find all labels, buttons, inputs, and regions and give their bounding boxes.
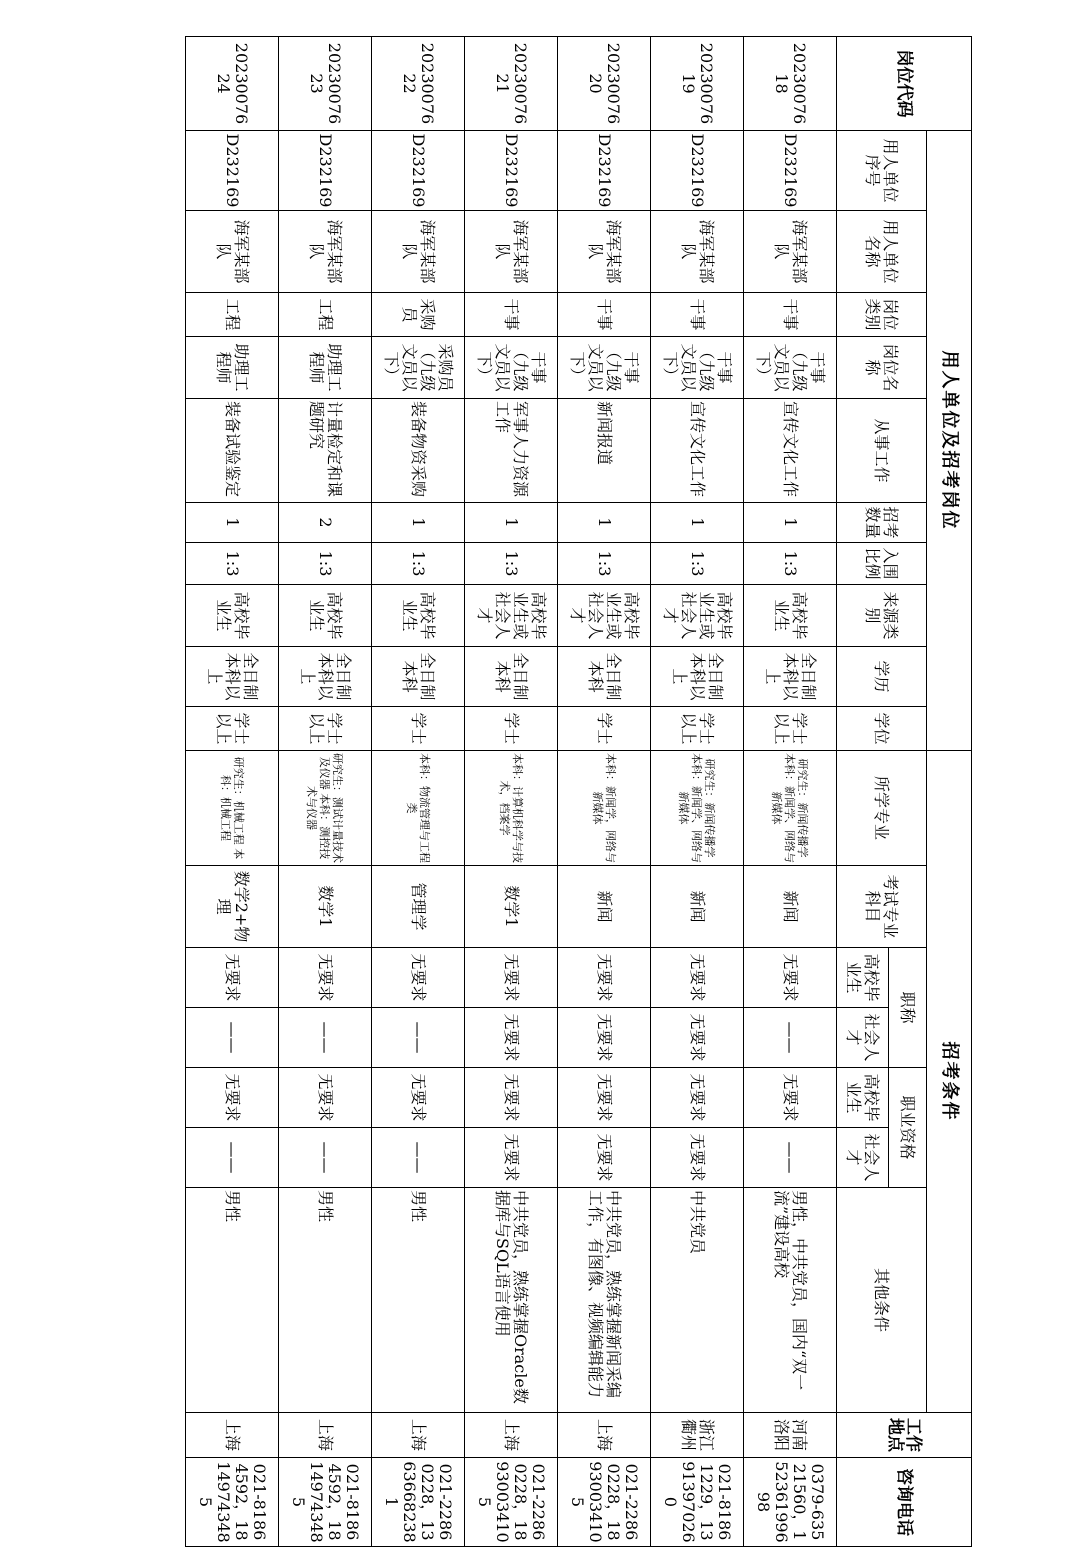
cell-job-type: 干事 xyxy=(651,293,744,337)
cell-place: 上海 xyxy=(372,1413,465,1458)
cell-title-social: 无要求 xyxy=(465,1008,558,1068)
header-place: 工作地点 xyxy=(837,1413,972,1458)
title-conditions: 招考条件 xyxy=(927,751,972,1413)
cell-qual-grad: 无要求 xyxy=(186,1068,279,1128)
cell-job-type: 干事 xyxy=(744,293,837,337)
cell-unit-no: D232169 xyxy=(651,131,744,211)
cell-unit-no: D232169 xyxy=(744,131,837,211)
cell-major: 本科：新闻学，网络与新媒体 xyxy=(558,751,651,866)
cell-major: 研究生：新闻传播学 本科：新闻学、网络与新媒体 xyxy=(744,751,837,866)
cell-qual-social: 无要求 xyxy=(558,1128,651,1188)
header-qual-group: 职业资格 xyxy=(889,1068,927,1188)
cell-degree: 学士 xyxy=(465,707,558,751)
cell-edu: 全日制本科 xyxy=(465,647,558,707)
cell-title-grad: 无要求 xyxy=(744,948,837,1008)
cell-title-social: —— xyxy=(279,1008,372,1068)
cell-count: 1 xyxy=(186,503,279,543)
cell-qual-grad: 无要求 xyxy=(558,1068,651,1128)
cell-unit-name: 海军某部队 xyxy=(279,211,372,293)
cell-degree: 学士以上 xyxy=(744,707,837,751)
cell-work: 装备物资采购 xyxy=(372,399,465,503)
header-job-type: 岗位类别 xyxy=(837,293,927,337)
cell-other: 男性 xyxy=(186,1188,279,1413)
header-edu: 学历 xyxy=(837,647,927,707)
cell-other: 男性 xyxy=(279,1188,372,1413)
cell-count: 1 xyxy=(372,503,465,543)
cell-source: 高校毕业生或社会人才 xyxy=(558,585,651,647)
cell-ratio: 1:3 xyxy=(279,543,372,585)
cell-phone: 0379-63521560，15236199698 xyxy=(744,1458,837,1547)
cell-unit-name: 海军某部队 xyxy=(744,211,837,293)
cell-degree: 学士 xyxy=(558,707,651,751)
cell-source: 高校毕业生 xyxy=(186,585,279,647)
cell-qual-grad: 无要求 xyxy=(465,1068,558,1128)
header-qual-social: 社会人才 xyxy=(837,1128,889,1188)
cell-other: 男性 xyxy=(372,1188,465,1413)
cell-source: 高校毕业生 xyxy=(372,585,465,647)
cell-work: 计量检定和课题研究 xyxy=(279,399,372,503)
cell-unit-name: 海军某部队 xyxy=(186,211,279,293)
cell-exam: 数学1 xyxy=(465,866,558,948)
cell-code: 2023007621 xyxy=(465,37,558,131)
header-count: 招考数量 xyxy=(837,503,927,543)
cell-unit-no: D232169 xyxy=(558,131,651,211)
cell-unit-name: 海军某部队 xyxy=(558,211,651,293)
header-source: 来源类别 xyxy=(837,585,927,647)
cell-phone: 021-22860228，18930034105 xyxy=(558,1458,651,1547)
cell-unit-no: D232169 xyxy=(372,131,465,211)
cell-job-name: 干事（九级文员以下） xyxy=(558,337,651,399)
cell-ratio: 1:3 xyxy=(372,543,465,585)
header-unit-name: 用人单位名称 xyxy=(837,211,927,293)
table-row xyxy=(279,37,372,1547)
cell-major: 研究生：新闻传播学 本科：新闻学、网络与新媒体 xyxy=(651,751,744,866)
cell-edu: 全日制本科以上 xyxy=(279,647,372,707)
cell-major: 本科：物流管理与工程类 xyxy=(372,751,465,866)
cell-title-social: 无要求 xyxy=(651,1008,744,1068)
cell-unit-no: D232169 xyxy=(465,131,558,211)
cell-exam: 数学2+物理 xyxy=(186,866,279,948)
cell-title-grad: 无要求 xyxy=(372,948,465,1008)
cell-other: 男性，中共党员，国内“双一流”建设高校 xyxy=(744,1188,837,1413)
cell-major: 研究生：测试计量技术及仪器 本科：测控技术与仪器 xyxy=(279,751,372,866)
cell-code: 2023007623 xyxy=(279,37,372,131)
cell-ratio: 1:3 xyxy=(651,543,744,585)
cell-code: 2023007619 xyxy=(651,37,744,131)
cell-place: 上海 xyxy=(279,1413,372,1458)
header-exam: 考试专业科目 xyxy=(837,866,927,948)
cell-ratio: 1:3 xyxy=(744,543,837,585)
recruitment-table xyxy=(185,36,972,1547)
cell-title-grad: 无要求 xyxy=(279,948,372,1008)
cell-qual-social: 无要求 xyxy=(651,1128,744,1188)
cell-edu: 全日制本科 xyxy=(372,647,465,707)
cell-title-social: —— xyxy=(186,1008,279,1068)
cell-qual-social: —— xyxy=(372,1128,465,1188)
cell-job-name: 助理工程师 xyxy=(279,337,372,399)
cell-code: 2023007620 xyxy=(558,37,651,131)
cell-title-social: 无要求 xyxy=(558,1008,651,1068)
cell-title-social: —— xyxy=(372,1008,465,1068)
header-major: 所学专业 xyxy=(837,751,927,866)
cell-unit-no: D232169 xyxy=(186,131,279,211)
cell-unit-name: 海军某部队 xyxy=(372,211,465,293)
cell-source: 高校毕业生 xyxy=(279,585,372,647)
cell-unit-name: 海军某部队 xyxy=(465,211,558,293)
cell-place: 河南洛阳 xyxy=(744,1413,837,1458)
cell-degree: 学士以上 xyxy=(279,707,372,751)
cell-work: 宣传文化工作 xyxy=(651,399,744,503)
table-row xyxy=(465,37,558,1547)
cell-source: 高校毕业生或社会人才 xyxy=(465,585,558,647)
cell-title-grad: 无要求 xyxy=(186,948,279,1008)
cell-qual-grad: 无要求 xyxy=(651,1068,744,1128)
cell-other: 中共党员，熟练掌握Oracle数据库与SQL语言使用 xyxy=(465,1188,558,1413)
cell-job-name: 干事（九级文员以下） xyxy=(651,337,744,399)
cell-qual-grad: 无要求 xyxy=(744,1068,837,1128)
cell-phone: 021-81861229，13913970260 xyxy=(651,1458,744,1547)
cell-ratio: 1:3 xyxy=(465,543,558,585)
cell-unit-no: D232169 xyxy=(279,131,372,211)
cell-place: 上海 xyxy=(558,1413,651,1458)
cell-other: 中共党员 xyxy=(651,1188,744,1413)
cell-exam: 管理学 xyxy=(372,866,465,948)
header-qual-grad: 高校毕业生 xyxy=(837,1068,889,1128)
header-unit-no: 用人单位序号 xyxy=(837,131,927,211)
cell-code: 2023007618 xyxy=(744,37,837,131)
cell-job-type: 采购员 xyxy=(372,293,465,337)
cell-degree: 学士以上 xyxy=(186,707,279,751)
cell-qual-social: 无要求 xyxy=(465,1128,558,1188)
cell-qual-social: —— xyxy=(279,1128,372,1188)
cell-job-type: 干事 xyxy=(465,293,558,337)
cell-count: 1 xyxy=(558,503,651,543)
cell-degree: 学士以上 xyxy=(651,707,744,751)
cell-job-name: 干事（九级文员以下） xyxy=(465,337,558,399)
cell-job-name: 干事（九级文员以下） xyxy=(744,337,837,399)
cell-source: 高校毕业生或社会人才 xyxy=(651,585,744,647)
cell-degree: 学士 xyxy=(372,707,465,751)
cell-phone: 021-22860228，13636682381 xyxy=(372,1458,465,1547)
table-row xyxy=(651,37,744,1547)
header-code: 岗位代码 xyxy=(837,37,972,131)
cell-job-type: 工程 xyxy=(186,293,279,337)
cell-job-name: 助理工程师 xyxy=(186,337,279,399)
cell-phone: 021-81864592，18149743485 xyxy=(186,1458,279,1547)
cell-qual-social: —— xyxy=(186,1128,279,1188)
cell-edu: 全日制本科以上 xyxy=(186,647,279,707)
cell-exam: 新闻 xyxy=(744,866,837,948)
table-row xyxy=(372,37,465,1547)
cell-place: 浙江衢州 xyxy=(651,1413,744,1458)
cell-title-social: —— xyxy=(744,1008,837,1068)
cell-work: 宣传文化工作 xyxy=(744,399,837,503)
table-row xyxy=(186,37,279,1547)
cell-work: 军事人力资源工作 xyxy=(465,399,558,503)
table-row xyxy=(558,37,651,1547)
cell-title-grad: 无要求 xyxy=(465,948,558,1008)
cell-major: 本科：计算机科学与技术，档案学 xyxy=(465,751,558,866)
cell-title-grad: 无要求 xyxy=(651,948,744,1008)
cell-code: 2023007624 xyxy=(186,37,279,131)
cell-job-type: 工程 xyxy=(279,293,372,337)
cell-job-type: 干事 xyxy=(558,293,651,337)
cell-qual-grad: 无要求 xyxy=(279,1068,372,1128)
cell-exam: 新闻 xyxy=(558,866,651,948)
cell-count: 1 xyxy=(744,503,837,543)
cell-source: 高校毕业生 xyxy=(744,585,837,647)
cell-edu: 全日制本科以上 xyxy=(651,647,744,707)
cell-edu: 全日制本科 xyxy=(558,647,651,707)
header-degree: 学位 xyxy=(837,707,927,751)
cell-other: 中共党员，熟练掌握新闻采编工作，有图像、视频编辑能力 xyxy=(558,1188,651,1413)
cell-work: 新闻报道 xyxy=(558,399,651,503)
cell-count: 1 xyxy=(651,503,744,543)
cell-place: 上海 xyxy=(186,1413,279,1458)
cell-count: 2 xyxy=(279,503,372,543)
header-job-name: 岗位名称 xyxy=(837,337,927,399)
header-ratio: 入围比例 xyxy=(837,543,927,585)
header-title-group: 职称 xyxy=(889,948,927,1068)
cell-edu: 全日制本科以上 xyxy=(744,647,837,707)
title-unit-and-jobs: 用人单位及招考岗位 xyxy=(927,131,972,751)
cell-ratio: 1:3 xyxy=(558,543,651,585)
cell-title-grad: 无要求 xyxy=(558,948,651,1008)
cell-major: 研究生：机械工程 本科：机械工程 xyxy=(186,751,279,866)
header-title-social: 社会人才 xyxy=(837,1008,889,1068)
cell-exam: 数学1 xyxy=(279,866,372,948)
cell-job-name: 采购员（九级文员以下） xyxy=(372,337,465,399)
table-row xyxy=(744,37,837,1547)
cell-code: 2023007622 xyxy=(372,37,465,131)
cell-unit-name: 海军某部队 xyxy=(651,211,744,293)
header-other: 其他条件 xyxy=(837,1188,927,1413)
recruitment-table-sheet xyxy=(134,36,972,1543)
header-phone: 咨询电话 xyxy=(837,1458,972,1547)
cell-work: 装备试验鉴定 xyxy=(186,399,279,503)
cell-phone: 021-81864592，18149743485 xyxy=(279,1458,372,1547)
cell-place: 上海 xyxy=(465,1413,558,1458)
cell-exam: 新闻 xyxy=(651,866,744,948)
cell-count: 1 xyxy=(465,503,558,543)
cell-phone: 021-22860228，18930034105 xyxy=(465,1458,558,1547)
cell-qual-grad: 无要求 xyxy=(372,1068,465,1128)
header-work: 从事工作 xyxy=(837,399,927,503)
cell-qual-social: —— xyxy=(744,1128,837,1188)
cell-ratio: 1:3 xyxy=(186,543,279,585)
header-title-grad: 高校毕业生 xyxy=(837,948,889,1008)
